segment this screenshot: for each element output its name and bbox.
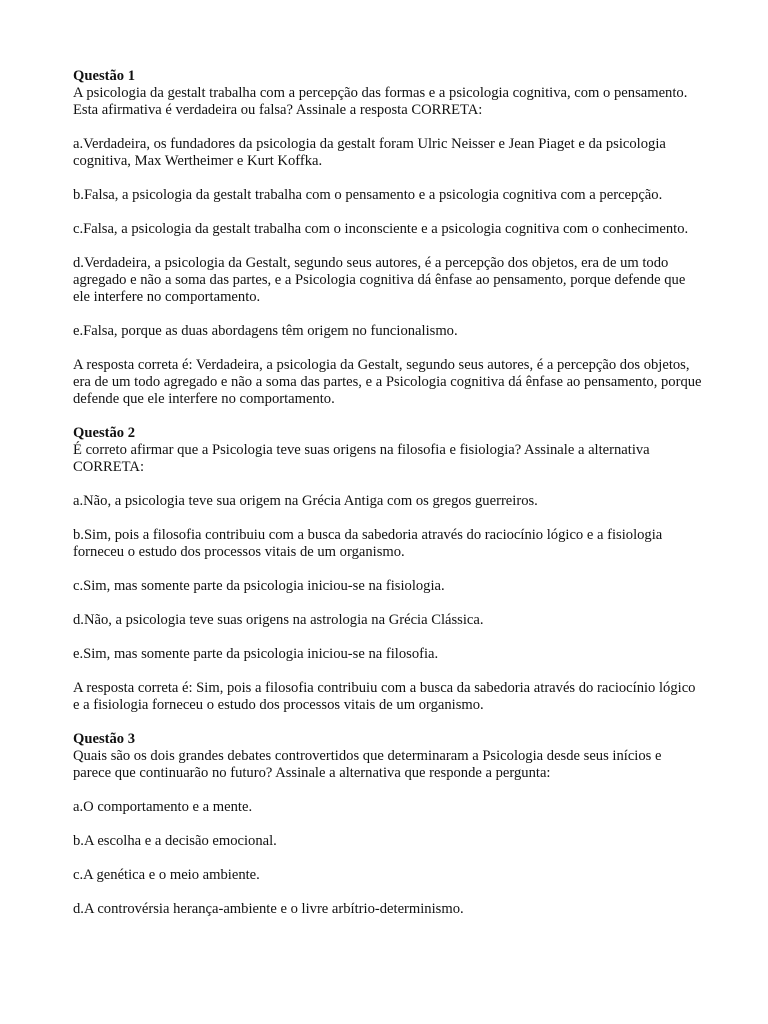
option-b: b.Falsa, a psicologia da gestalt trabalha com o pensamento e a psicologia cognitiva com a percepção. <box>73 187 663 203</box>
option-b: b.Sim, pois a filosofia contribuiu com a busca da sabedoria através do raciocínio lógico e a fisiologia forneceu o estudo dos processos vitais de um organismo. <box>73 527 663 560</box>
option-c: c.A genética e o meio ambiente. <box>73 867 260 883</box>
option-c: c.Falsa, a psicologia da gestalt trabalha com o inconsciente e a psicologia cognitiva com o conhecimento. <box>73 221 689 237</box>
correct-answer: A resposta correta é: Verdadeira, a psicologia da Gestalt, segundo seus autores, é a percepção dos objetos, era de um todo agregado e não a soma das partes, e a Psicologia cognitiva dá ênfase ao pensamento, porque defende que ele interfere no comportamento. <box>73 357 702 407</box>
question-1 <box>73 68 703 408</box>
option-a: a.Verdadeira, os fundadores da psicologia da gestalt foram Ulric Neisser e Jean Piaget e da psicologia cognitiva, Max Wertheimer e Kurt Koffka. <box>73 136 666 169</box>
document-page <box>73 68 703 918</box>
question-title: Questão 1 <box>73 68 136 84</box>
question-title: Questão 2 <box>73 425 136 441</box>
option-d: d.A controvérsia herança-ambiente e o livre arbítrio-determinismo. <box>73 901 464 917</box>
correct-answer: A resposta correta é: Sim, pois a filosofia contribuiu com a busca da sabedoria através do raciocínio lógico e a fisiologia forneceu o estudo dos processos vitais de um organismo. <box>73 680 696 713</box>
question-2 <box>73 425 703 714</box>
question-3 <box>73 731 703 918</box>
question-text: Quais são os dois grandes debates controvertidos que determinaram a Psicologia desde seus inícios e parece que continuarão no futuro? Assinale a alternativa que responde a pergunta: <box>73 748 662 781</box>
question-title: Questão 3 <box>73 731 136 747</box>
option-c: c.Sim, mas somente parte da psicologia iniciou-se na fisiologia. <box>73 578 445 594</box>
question-text: A psicologia da gestalt trabalha com a percepção das formas e a psicologia cognitiva, com o pensamento. Esta afirmativa é verdadeira ou falsa? Assinale a resposta CORRETA: <box>73 85 688 118</box>
option-e: e.Falsa, porque as duas abordagens têm origem no funcionalismo. <box>73 323 458 339</box>
option-d: d.Não, a psicologia teve suas origens na astrologia na Grécia Clássica. <box>73 612 484 628</box>
option-d: d.Verdadeira, a psicologia da Gestalt, segundo seus autores, é a percepção dos objetos, era de um todo agregado e não a soma das partes, e a Psicologia cognitiva dá ênfase ao pensamento, porque defende que ele interfere no comportamento. <box>73 255 686 305</box>
question-text: É correto afirmar que a Psicologia teve suas origens na filosofia e fisiologia? Assinale a alternativa CORRETA: <box>73 442 650 475</box>
option-a: a.O comportamento e a mente. <box>73 799 253 815</box>
option-b: b.A escolha e a decisão emocional. <box>73 833 277 849</box>
option-a: a.Não, a psicologia teve sua origem na Grécia Antiga com os gregos guerreiros. <box>73 493 538 509</box>
option-e: e.Sim, mas somente parte da psicologia iniciou-se na filosofia. <box>73 646 439 662</box>
